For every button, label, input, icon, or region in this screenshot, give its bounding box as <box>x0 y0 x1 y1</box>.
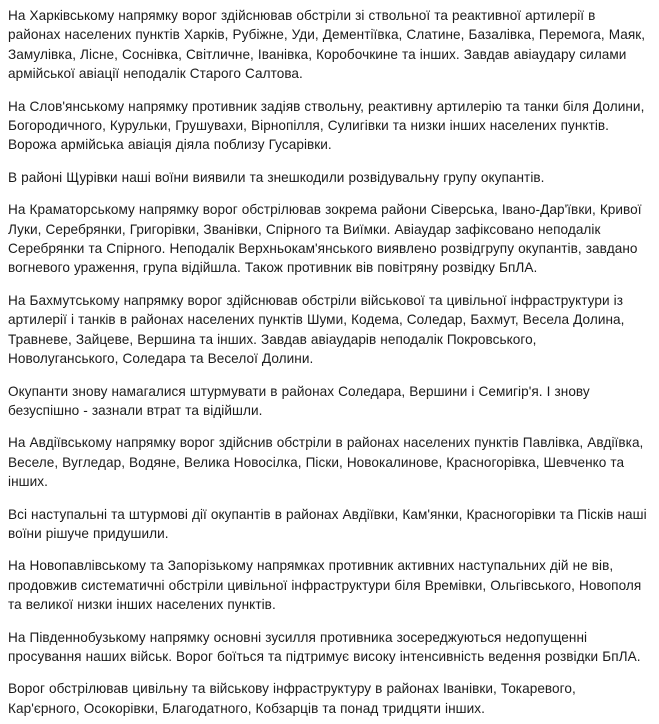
paragraph: В районі Щурівки наші воїни виявили та знешкодили розвідувальну групу окупантів. <box>8 169 545 185</box>
paragraph: На Слов'янському напрямку противник задіяв ствольну, реактивну артилерію та танки біля Долини, Богородичного, Курульки, Грушувахи, Вірнопілля, Сулигівки та низки інших населених пунктів. Ворожа армійська авіація діяла поблизу Гусарівки. <box>8 98 645 153</box>
paragraph: Всі наступальні та штурмові дії окупантів в районах Авдіївки, Кам'янки, Красногорівки та Пісків наші воїни рішуче придушили. <box>8 506 647 541</box>
paragraph: На Харківському напрямку ворог здійснював обстріли зі ствольної та реактивної артилерії в районах населених пунктів Харків, Рубіжне, Уди, Дементіївка, Слатине, Базалівка, Перемога, Маяк, Замулівка, Лісне, Соснівка, Світличне, Іванівка, Коробочкине та інших. Завдав авіаудару силами армійської авіації неподалік Старого Салтова. <box>8 8 646 82</box>
paragraph: На Південнобузькому напрямку основні зусилля противника зосереджуються недопущенні просування наших військ. Ворог боїться та підтримує високу інтенсивність ведення розвідки БпЛА. <box>8 629 641 664</box>
paragraph: Ворог обстрілював цивільну та військову інфраструктуру в районах Іванівки, Токаревого, Кар'єрного, Осокорівки, Благодатного, Кобзарців та понад тридцяти інших. <box>8 681 576 716</box>
paragraph: На Новопавлівському та Запорізькому напрямках противник активних наступальних дій не вів, продовжив систематичні обстріли цивільної інфраструктури біля Времівки, Ольгівського, Новополя та великої низки інших населених пунктів. <box>8 558 642 613</box>
paragraph: На Авдіївському напрямку ворог здійснив обстріли в районах населених пунктів Павлівка, Авдіївка, Веселе, Вугледар, Водяне, Велика Новосілка, Піски, Новокалинове, Красногорівка, Шевченко та інших. <box>8 435 644 490</box>
paragraph: Окупанти знову намагалися штурмувати в районах Соледара, Вершини і Семигір'я. І знову безуспішно - зазнали втрат та відійшли. <box>8 383 590 418</box>
paragraph: На Бахмутському напрямку ворог здійснював обстріли військової та цивільної інфраструктури із артилерії і танків в районах населених пунктів Шуми, Кодема, Соледар, Бахмут, Весела Долина, Травневе, Зайцеве, Вершина та інших. Завдав авіаударів неподалік Покровського, Новолуганського, Соледара та Веселої Долини. <box>8 292 625 367</box>
paragraph: На Краматорському напрямку ворог обстрілював зокрема райони Сіверська, Івано-Дар'ївки, Кривої Луки, Серебрянки, Григорівки, Званівки, Спірного та Виїмки. Авіаудар зафіксовано неподалік Серебрянки та Спірного. Неподалік Верхньокам'янського виявлено розвідгрупу окупантів, завдано вогневого ураження, група відійшла. Також противник вів повітряну розвідку БпЛА. <box>8 202 642 276</box>
